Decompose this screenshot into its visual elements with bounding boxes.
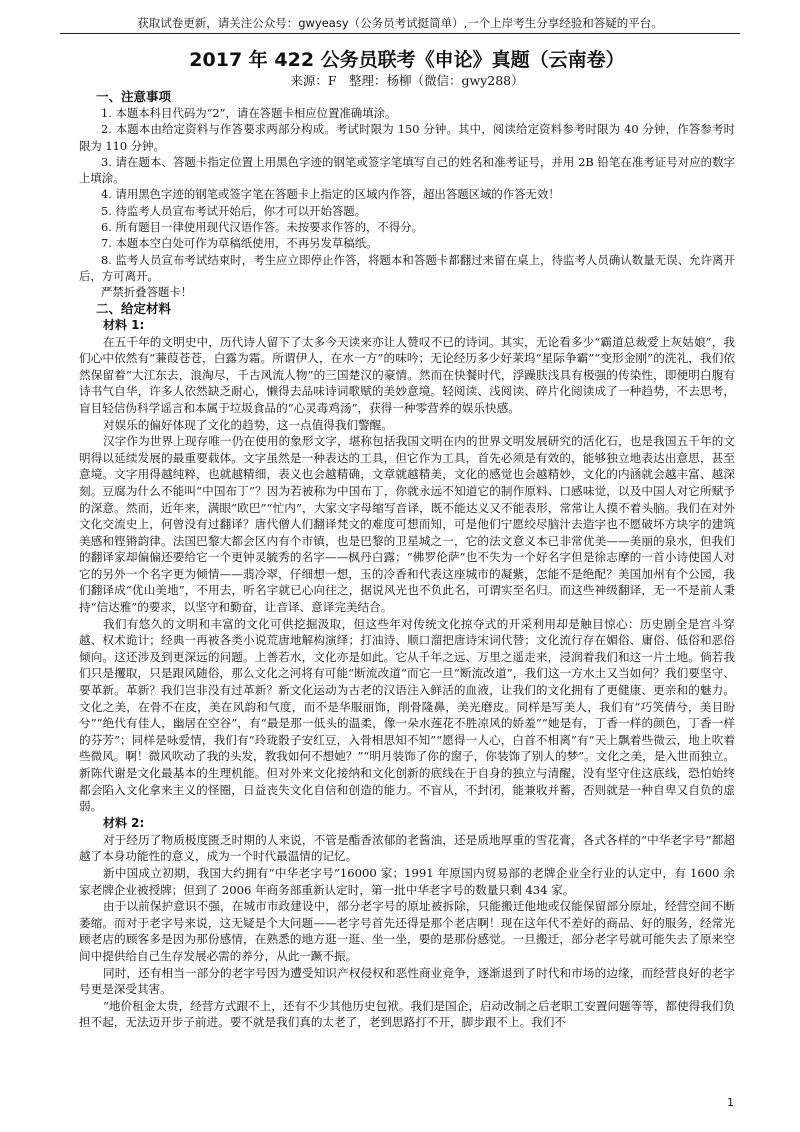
material-2-title: 材料 2: bbox=[103, 815, 145, 830]
notice-item: 1. 本题本科目代码为“2”，请在答题卡相应位置准确填涂。 bbox=[101, 106, 397, 120]
material-2-paragraph: 同时，还有相当一部分的老字号因为遭受知识产权侵权和恶性商业竞争，逐渐退到了时代和市场的边缘，而经营良好的老字号更是深受其害。 bbox=[79, 965, 735, 997]
document-title: 2017 年 422 公务员联考《申论》真题（云南卷） bbox=[189, 49, 625, 71]
notice-item: 4. 请用黑色字迹的钢笔或签字笔在答题卡上指定的区域内作答，超出答题区域的作答无效！ bbox=[101, 187, 560, 202]
document-body bbox=[79, 48, 735, 1031]
section-heading-materials: 二、给定材料 bbox=[96, 300, 172, 316]
source-line: 来源：F 整理：杨柳（微信：gwy288） bbox=[290, 73, 524, 88]
notice-item: 7. 本题本空白处可作为草稿纸使用，不再另发草稿纸。 bbox=[101, 236, 378, 251]
section-heading-notices: 一、注意事项 bbox=[96, 89, 172, 104]
material-1-paragraph: 在五千年的文明史中，历代诗人留下了太多今天读来亦让人赞叹不已的诗词。其实，无论看多少“霸道总裁爱上灰姑娘”，我们心中依然有“蒹葭苍苍，白露为霜。所谓伊人，在水一方”的味吟；无论经历多少好莱坞“星际争霸”“变形金刚”的洗礼，我们依然保留着“大江东去，浪淘尽，千古风流人物”的三国楚汉的豪情。然而在快餐时代，浮躁肤浅具有极强的传染性，即便明白腹有诗书气自华，许多人依然缺乏耐心，懒得去品味诗词歌赋的美妙意境。轻阅读、浅阅读、碎片化阅读成了一种趋势，不去思考，盲目轻信伪科学谣言和本属于垃圾食品的“心灵毒鸡汤”，获得一种零营养的娱乐快感。 bbox=[79, 334, 735, 415]
notice-item: 6. 所有题目一律使用现代汉语作答。未按要求作答的，不得分。 bbox=[101, 220, 424, 235]
page-header: 获取试卷更新，请关注公众号：gwyeasy（公务员考试挺简单）,一个上岸考生分享经验和答疑的平台。 bbox=[60, 14, 740, 34]
notice-item: 3. 请在题本、答题卡指定位置上用黑色字迹的钢笔或签字笔填写自己的姓名和准考证号，并用 2B 铅笔在准考证号对应的数字上填涂。 bbox=[79, 154, 735, 186]
material-2-paragraph: 新中国成立初期，我国大约拥有“中华老字号”16000 家；1991 年原国内贸易部的老牌企业全行业的认定中，有 1600 余家老牌企业被授牌；但到了 2006 年商务部重新认定时，第一批中华老字号的数量只剩 434 家。 bbox=[79, 865, 735, 897]
notice-list bbox=[79, 105, 735, 301]
page-number: 1 bbox=[727, 1096, 734, 1109]
material-2-paragraph: 对于经历了物质极度匮乏时期的人来说，不管是酯香浓郁的老酱油，还是质地厚重的雪花膏，各式各样的“中华老字号”都超越了本身功能性的意义，成为一个时代最温情的记忆。 bbox=[79, 832, 735, 864]
material-1-title: 材料 1: bbox=[103, 317, 145, 332]
material-2-paragraph: “地价租金太贵，经营方式跟不上，还有不少其他历史包袱。我们是国企，启动改制之后老职工安置问题等等，都使得我们负担不起，无法迈开步子前进。要不就是我们真的太老了，老到思路打不开，脚步跟不上。我们不 bbox=[79, 998, 735, 1030]
material-1-paragraph: 我们有悠久的文明和丰富的文化可供挖掘汲取，但这些年对传统文化掠夺式的开采利用却是触目惊心：历史剧全是宫斗穿越、权术诡计；经典一再被各类小说荒唐地解构演绎；打油诗、顺口溜把唐诗宋词代替；文化流行存在媚俗、庸俗、低俗和恶俗倾向。这还涉及到更深远的问题。上善若水，文化亦是如此。它从千年之远、万里之遥走来，浸润着我们和这一片土地。倘若我们只是攫取，只是跟风随俗，那么文化之河将有可能“断流改道”而它一旦“断流改道”，我们这一方水土又当如何？我们要坚守、要革新。革新？我们岂非没有过革新？新文化运动为古老的汉语注入鲜活的血液，让我们的文化拥有了更健康、更亲和的魅力。文化之美，在骨不在皮，美在风韵和气度，而不是华服丽饰，削骨隆鼻，美光磨皮。同样是写美人，我们有“巧笑倩兮，美目盼兮”“绝代有佳人，幽居在空谷”，有“最是那一低头的温柔，像一朵水莲花不胜凉风的娇羞”“她是有，丁香一样的颜色，丁香一样的芬芳”；同样是咏爱情，我们有“玲珑骰子安红豆，入骨相思知不知”“愿得一人心，白首不相离”有“天上飘着些微云，地上吹着些微风。啊！微风吹动了我的头发，教我如何不想她？”“明月装饰了你的窗子，你装饰了别人的梦”。文化之美，是入世而独立。新陈代谢是文化最基本的生理机能。但对外来文化接纳和文化创新的底线在于自身的独立与清醒，没有坚守住这底线，恐怕始终都会陷入文化拿来主义的怪圈，日益丧失文化自信和创造的能力。不盲从，不封闭，能兼收并蓄，否则就是一种自卑又自负的虚弱。 bbox=[79, 616, 735, 814]
notice-item: 8. 监考人员宣布考试结束时，考生应立即停止作答，将题本和答题卡都翻过来留在桌上，待监考人员确认数量无误、允许离开后，方可离开。 bbox=[79, 252, 735, 283]
notice-item: 2. 本题本由给定资料与作答要求两部分构成。考试时限为 150 分钟。其中，阅读给定资料参考时限为 40 分钟，作答参考时限为 110 分钟。 bbox=[79, 122, 735, 153]
material-2-paragraph: 由于以前保护意识不强，在城市市政建设中，部分老字号的原址被拆除，只能搬迁他地或仅能保留部分原址，经营空间不断萎缩。而对于老字号来说，这无疑是个大问题——老字号首先还得是那个老店啊！现在这年代不差好的商品、好的服务，经常光顾老店的顾客多是因为那份感情，在熟悉的地方逛一逛、坐一坐，要的是那份感觉。一旦搬迁，部分老字号就可能失去了原来空间中提供给自己生存发展必需的养分，从此一蹶不振。 bbox=[79, 899, 735, 963]
notice-item: 严禁折叠答题卡！ bbox=[101, 285, 193, 300]
material-1-paragraph: 对娱乐的偏好体现了文化的趋势，这一点值得我们警醒。 bbox=[103, 417, 393, 432]
material-1-paragraph: 汉字作为世界上现存唯一仍在使用的象形文字，堪称包括我国文明在内的世界文明发展研究的活化石，也是我国五千年的文明得以延续发展的最重要载体。文字虽然是一种表达的工具，但它作为工具，首先必须是有效的，能够独立地表达出意思，甚至意境。文字用得越纯粹，也就越精细，表义也会越精确，文章就越精美，文化的感觉也会越精妙，文化的内涵就会越丰富、越深刻。豆腐为什么不能叫“中国布丁”？因为若被称为中国布丁，你就永远不知道它的制作原料、口感味觉，以及中国人对它所赋予的深意。然而，近年来，满眼“欧巴”“忙内”，大家文字母缩写音译，既不能达义又不能表形，常常让人摸不着头脑。我们在对外文化交流史上，何曾没有过翻译？唐代僧人们翻译梵文的难度可想而知，可是他们宁愿绞尽脑汁去造字也不愿破坏方块字的建筑美感和铿锵韵律。法国巴黎大都会区内有个市镇，也是巴黎的卫星城之一，它的法文意义本已非常优美——美丽的泉水，但我们的翻译家却偏偏还要给它一个更钟灵毓秀的名字——枫丹白露；“佛罗伦萨”也不失为一个好名字但是徐志摩的一首小诗使国人对它的另外一个名字更为倾情——翡冷翠，仔细想一想，玉的冷香和代表这座城市的凝紫，怎能不是绝配？美国加州有个公园，我们翻译成“优山美地”，不用去，听名字就已心向往之，据说风光也不负此名，可谓实至名归。而这些神级翻译，无一不是前人秉持“信达雅”的要求，以坚守和勤奋，让音译、意译完美结合。 bbox=[79, 434, 735, 615]
notice-item: 5. 待监考人员宣布考试开始后，你才可以开始答题。 bbox=[101, 203, 367, 218]
